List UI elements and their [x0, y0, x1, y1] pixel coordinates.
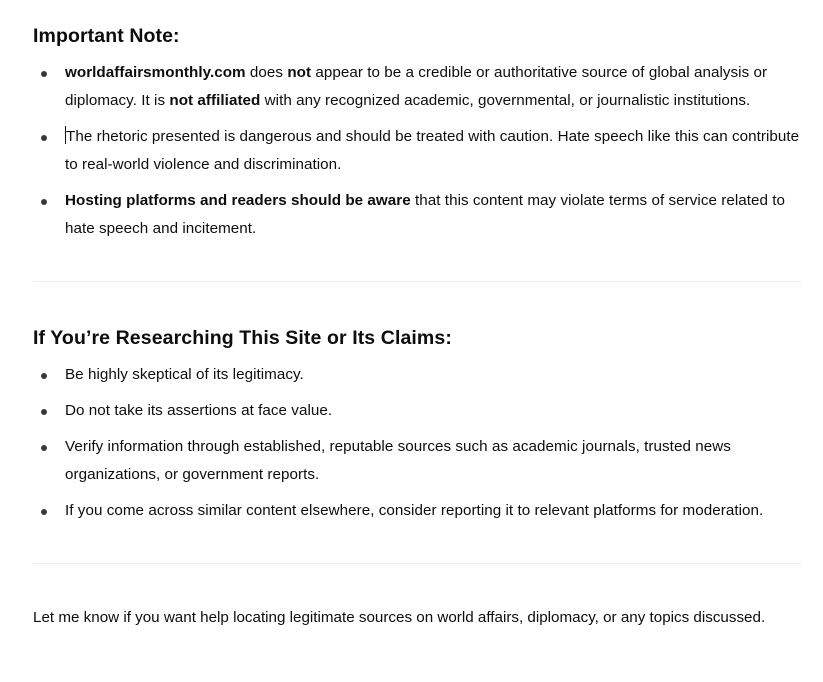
- list-item: If you come across similar content elsewhere, consider reporting it to relevant platforms for moderation.: [33, 497, 801, 525]
- section-divider: [33, 563, 801, 564]
- section-divider: [33, 281, 801, 282]
- list-item: The rhetoric presented is dangerous and should be treated with caution. Hate speech like this can contribute to real-world violence and discrimination.: [33, 123, 801, 179]
- closing-message: Let me know if you want help locating legitimate sources on world affairs, diplomacy, or any topics discussed.: [33, 609, 766, 626]
- list-item: Do not take its assertions at face value.: [33, 397, 801, 425]
- list-item: Hosting platforms and readers should be aware that this content may violate terms of service related to hate speech and incitement.: [33, 187, 801, 243]
- important-note-heading: Important Note:: [33, 25, 180, 47]
- list-item: Verify information through established, reputable sources such as academic journals, trusted news organizations, or government reports.: [33, 433, 801, 489]
- site-name: worldaffairsmonthly.com: [65, 64, 246, 81]
- research-list: [33, 361, 801, 525]
- list-item: Be highly skeptical of its legitimacy.: [33, 361, 801, 389]
- important-note-list: [33, 59, 801, 243]
- research-heading: If You’re Researching This Site or Its Claims:: [33, 327, 452, 349]
- list-item: worldaffairsmonthly.com does not appear to be a credible or authoritative source of global analysis or diplomacy. It is not affiliated with any recognized academic, governmental, or journalistic institutions.: [33, 59, 801, 115]
